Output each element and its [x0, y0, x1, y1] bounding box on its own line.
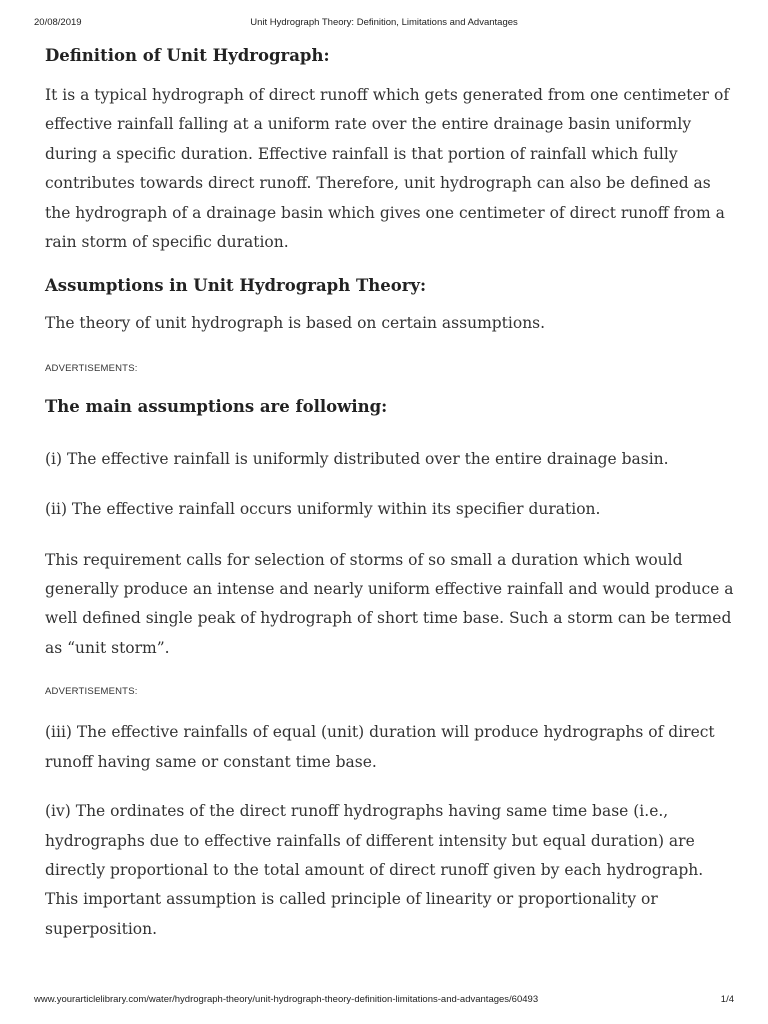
assumptions-heading: Assumptions in Unit Hydrograph Theory: [45, 276, 427, 296]
print-date: 20/08/2019 [34, 17, 82, 28]
advertisement-label: ADVERTISEMENTS: [45, 686, 138, 698]
assumptions-paragraph: The theory of unit hydrograph is based on certain assumptions. [45, 314, 546, 333]
requirement-paragraph: This requirement calls for selection of storms of so small a duration which would generally produce an intense and nearly uniform effective rainfall and would produce a well defined single peak of hydrograph of short time base. Such a storm can be termed as “unit storm”. [45, 550, 734, 657]
assumption-item-3: (iii) The effective rainfalls of equal (unit) duration will produce hydrographs of direct runoff having same or constant time base. [45, 723, 715, 771]
assumption-item-1: (i) The effective rainfall is uniformly distributed over the entire drainage basin. [45, 449, 669, 468]
print-footer [34, 994, 734, 1006]
print-header [34, 17, 734, 29]
definition-heading: Definition of Unit Hydrograph: [45, 46, 330, 65]
page-number: 1/4 [720, 994, 734, 1005]
advertisement-label: ADVERTISEMENTS: [45, 362, 138, 374]
definition-paragraph: It is a typical hydrograph of direct runoff which gets generated from one centimeter of effective rainfall falling at a uniform rate over the entire drainage basin uniformly during a specific duration. Effective rainfall is that portion of rainfall which fully contributes towards direct runoff. Therefore, unit hydrograph can also be defined as the hydrograph of a drainage basin which gives one centimeter of direct runoff from a rain storm of specific duration. [45, 86, 730, 252]
source-url: www.yourarticlelibrary.com/water/hydrograph-theory/unit-hydrograph-theory-definition-limitations-and-advantages/60493 [34, 994, 539, 1005]
print-page-title: Unit Hydrograph Theory: Definition, Limitations and Advantages [250, 17, 518, 28]
article-body [45, 42, 735, 944]
assumption-item-4: (iv) The ordinates of the direct runoff hydrographs having same time base (i.e., hydrographs due to effective rainfalls of different intensity but equal duration) are directly proportional to the total amount of direct runoff given by each hydrograph. This important assumption is called principle of linearity or proportionality or superposition. [45, 802, 704, 938]
assumption-item-2: (ii) The effective rainfall occurs uniformly within its specifier duration. [45, 500, 601, 519]
main-assumptions-heading: The main assumptions are following: [45, 396, 388, 416]
